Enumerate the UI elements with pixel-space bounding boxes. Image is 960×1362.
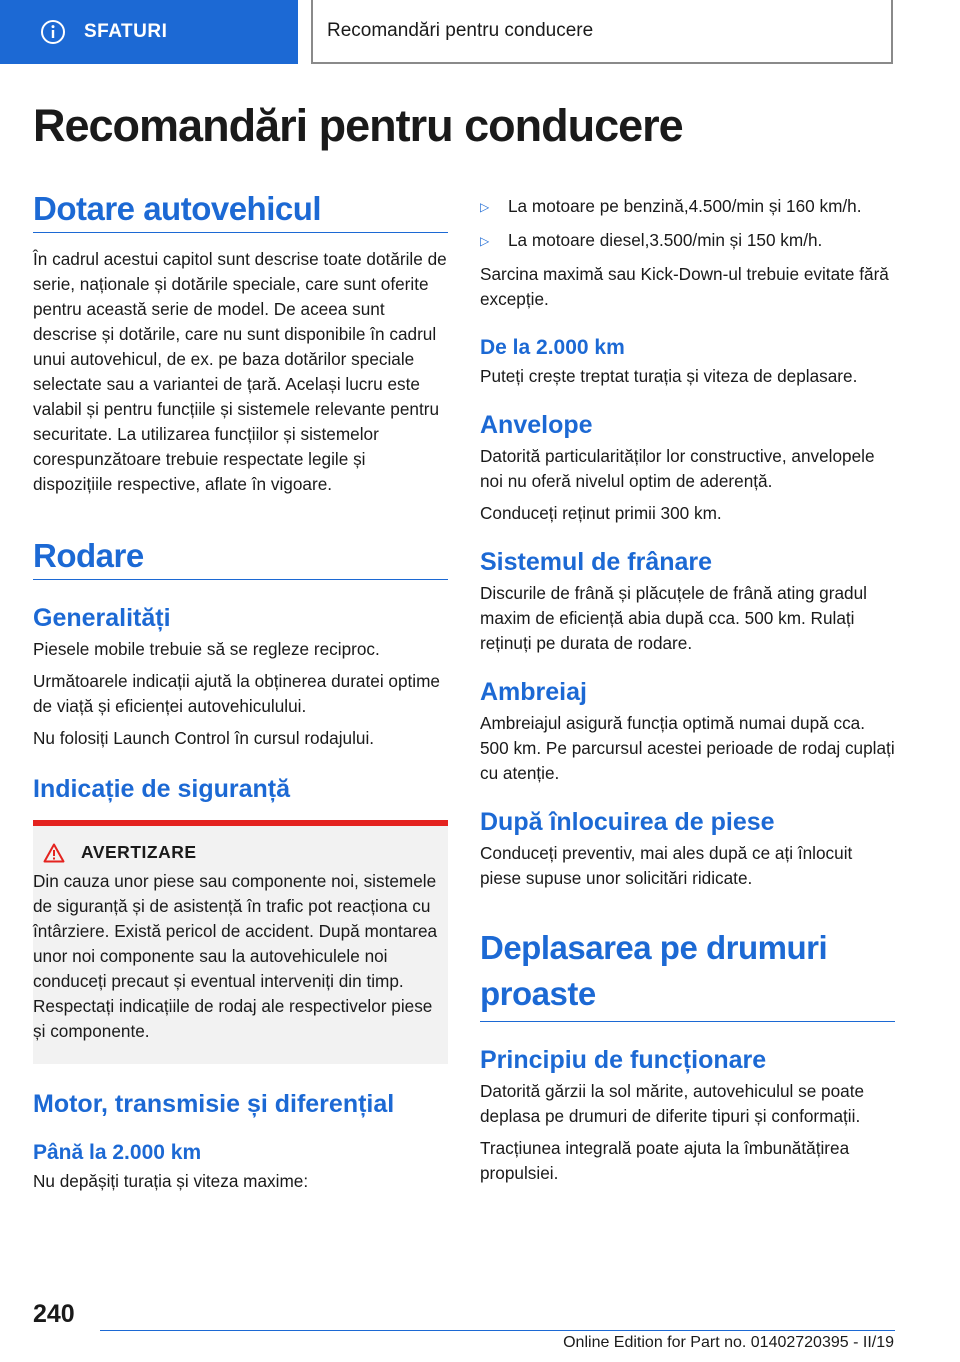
heading-anvelope: Anvelope — [480, 411, 593, 439]
right-column — [480, 190, 895, 1186]
page-number: 240 — [33, 1300, 75, 1328]
warning-triangle-icon — [43, 843, 65, 863]
dotare-paragraph: În cadrul acestui capitol sunt descrise toate dotările de serie, naționale și dotările speciale, care sunt oferite pentru această serie de model. De aceea sunt descrise și dotările, care nu sunt disponibile în cadrul unui autovehicul, de ex. pe baza dotărilor speciale selectate sau a variantei de țară. Același lucru este valabil și pentru funcțiile și sistemele relevante pentru securitate. La utilizarea funcțiilor și sistemelor corespunzătoare trebuie respectate legile și dispozițiile respective, aflate în vigoare. — [33, 249, 447, 494]
generalitati-paragraph-3: Nu folosiți Launch Control în cursul rodajului. — [33, 728, 375, 748]
heading-indicatie-siguranta: Indicație de siguranță — [33, 775, 291, 803]
bullet-text: La motoare diesel,3.500/min și 150 km/h. — [508, 230, 823, 250]
section-tab-label: SFATURI — [84, 21, 168, 42]
warning-box — [33, 820, 448, 1064]
drumuri-paragraph-2: Tracțiunea integrală poate ajuta la îmbunătățirea propulsiei. — [480, 1138, 850, 1183]
bullet-triangle-icon: ▷ — [480, 234, 490, 248]
heading-dotare-autovehicul: Dotare autovehicul — [33, 190, 448, 233]
heading-rodare: Rodare — [33, 537, 448, 580]
footer-edition: Online Edition for Part no. 01402720395 - II/19 — [563, 1334, 894, 1351]
warning-header — [33, 842, 440, 863]
heading-ambreiaj: Ambreiaj — [480, 678, 587, 706]
drumuri-paragraph-1: Datorită gărzii la sol mărite, autovehiculul se poate deplasa pe drumuri de diferite tipuri și conformații. — [480, 1081, 865, 1126]
franare-paragraph: Discurile de frână și plăcuțele de frână ating gradul maxim de eficiență abia după cca. 500 km. Rulați reținuți pe durata de rodare. — [480, 583, 867, 653]
heading-motor-transmisie: Motor, transmisie și diferențial — [33, 1090, 395, 1118]
generalitati-paragraph-1: Piesele mobile trebuie să se regleze reciproc. — [33, 639, 380, 659]
list-item — [480, 228, 895, 254]
anvelope-paragraph-1: Datorită particularităților lor constructive, anvelopele noi nu oferă nivelul optim de aderență. — [480, 446, 875, 491]
bullet-text: La motoare pe benzină,4.500/min și 160 km/h. — [508, 196, 862, 216]
heading-pana-la-2000: Până la 2.000 km — [33, 1141, 202, 1164]
piese-paragraph: Conduceți preventiv, mai ales după ce ați înlocuit piese supuse unor solicitări ridicate. — [480, 843, 853, 888]
left-column — [33, 190, 448, 1194]
kickdown-paragraph: Sarcina maximă sau Kick-Down-ul trebuie evitate fără excepție. — [480, 264, 889, 309]
heading-dupa-inlocuirea: După înlocuirea de piese — [480, 808, 775, 836]
generalitati-paragraph-2: Următoarele indicații ajută la obținerea duratei optime de viață și eficienței autovehiculului. — [33, 671, 440, 716]
de-la-paragraph: Puteți crește treptat turația și viteza de deplasare. — [480, 366, 858, 386]
heading-principiu-functionare: Principiu de funcționare — [480, 1046, 767, 1074]
page-header — [0, 0, 960, 66]
section-tab-sfaturi[interactable] — [0, 0, 298, 64]
warning-text: Din cauza unor piese sau componente noi, sistemele de siguranță și de asistență în trafic pot reacționa cu întârziere. Există pericol de accident. După montarea unor noi componente sau la autovehiculele noi conduceți precaut și eventual interveniți din timp. Respectați indicațiile de rodaj ale respectivelor piese și componente. — [33, 871, 438, 1041]
heading-sistemul-franare: Sistemul de frânare — [480, 548, 713, 576]
footer-divider — [100, 1330, 895, 1331]
breadcrumb[interactable]: Recomandări pentru conducere — [311, 0, 893, 64]
warning-label: AVERTIZARE — [81, 842, 197, 862]
anvelope-paragraph-2: Conduceți reținut primii 300 km. — [480, 503, 722, 523]
list-item — [480, 194, 895, 220]
heading-de-la-2000: De la 2.000 km — [480, 336, 625, 359]
heading-deplasarea-drumuri: Deplasarea pe drumuri proaste — [480, 925, 895, 1022]
info-icon — [40, 19, 66, 45]
bullet-triangle-icon: ▷ — [480, 200, 490, 214]
page-title: Recomandări pentru conducere — [33, 100, 683, 151]
heading-generalitati: Generalități — [33, 604, 171, 632]
motor-paragraph: Nu depășiți turația și viteza maxime: — [33, 1171, 309, 1191]
ambreiaj-paragraph: Ambreiajul asigură funcția optimă numai după cca. 500 km. Pe parcursul acestei perioade de rodaj cuplați cu atenție. — [480, 713, 895, 783]
